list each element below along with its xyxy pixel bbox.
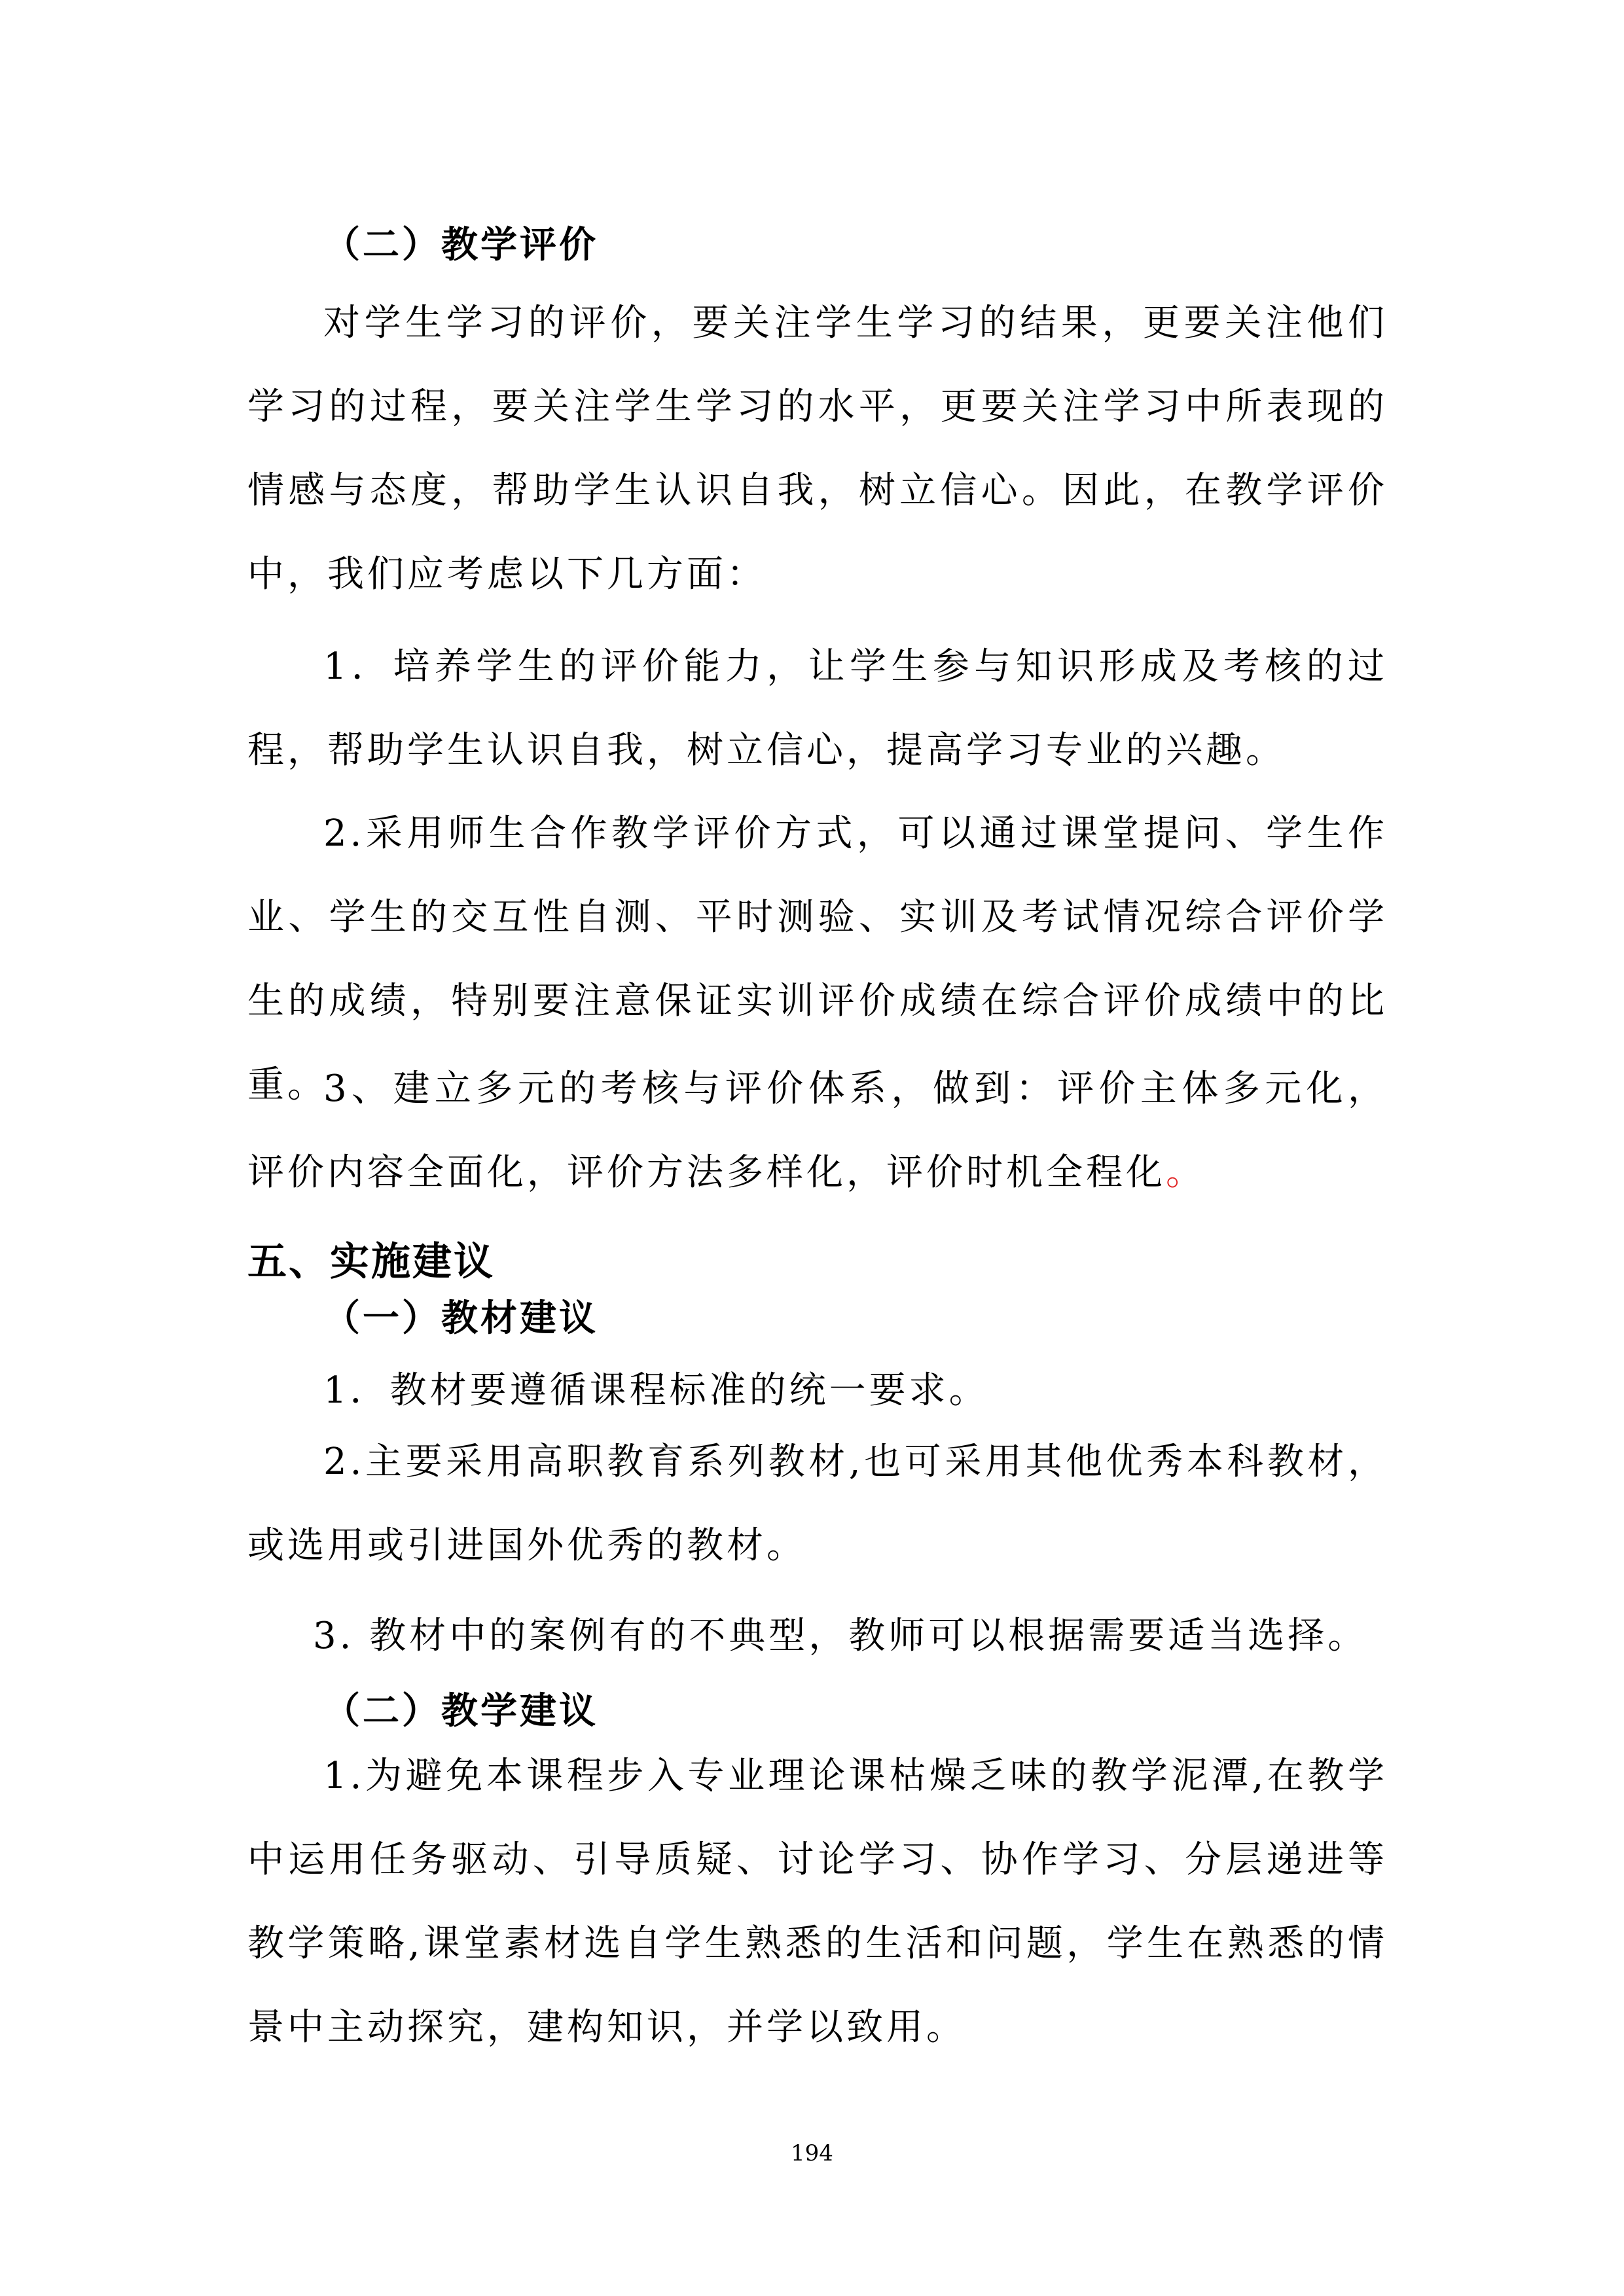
page-number: 194 (791, 2140, 833, 2166)
paragraph-textbook-item-2: 2.主要采用高职教育系列教材,也可采用其他优秀本科教材，或选用或引进国外优秀的教材。 (247, 1441, 1388, 1567)
heading-implementation: 五、实施建议 (247, 1239, 495, 1285)
paragraph-evaluation-item-2: 2.采用师生合作教学评价方式，可以通过课堂提问、学生作业、学生的交互性自测、平时测验、实训及考试情况综合评价学生的成绩，特别要注意保证实训评价成绩在综合评价成绩中的比重。 (247, 812, 1388, 1106)
heading-textbook-suggestions: （一）教材建议 (323, 1297, 598, 1340)
paragraph-evaluation-item-3 (247, 1047, 1388, 1215)
paragraph-evaluation-intro: 对学生学习的评价，要关注学生学习的结果，更要关注他们学习的过程，要关注学生学习的水平，更要关注学习中所表现的情感与态度，帮助学生认识自我，树立信心。因此，在教学评价中，我们应考虑以下几方面： (247, 302, 1388, 596)
evaluation-item-3-period: 。 (1166, 1151, 1206, 1194)
heading-teaching-suggestions: （二）教学建议 (323, 1690, 598, 1732)
evaluation-item-3-text: 3、建立多元的考核与评价体系，做到：评价主体多元化，评价内容全面化，评价方法多样化，评价时机全程化 (247, 1067, 1388, 1194)
paragraph-textbook-item-3: 3. 教材中的案例有的不典型，教师可以根据需要适当选择。 (313, 1615, 1368, 1657)
paragraph-evaluation-item-1: 1．培养学生的评价能力，让学生参与知识形成及考核的过程，帮助学生认识自我，树立信心，提高学习专业的兴趣。 (247, 645, 1388, 772)
paragraph-teaching-item-1: 1.为避免本课程步入专业理论课枯燥乏味的教学泥潭,在教学中运用任务驱动、引导质疑、讨论学习、协作学习、分层递进等教学策略,课堂素材选自学生熟悉的生活和问题，学生在熟悉的情景中主动探究，建构知识，并学以致用。 (247, 1755, 1388, 2049)
heading-teaching-evaluation: （二）教学评价 (323, 224, 598, 266)
paragraph-textbook-item-1: 1．教材要遵循课程标准的统一要求。 (323, 1369, 989, 1412)
